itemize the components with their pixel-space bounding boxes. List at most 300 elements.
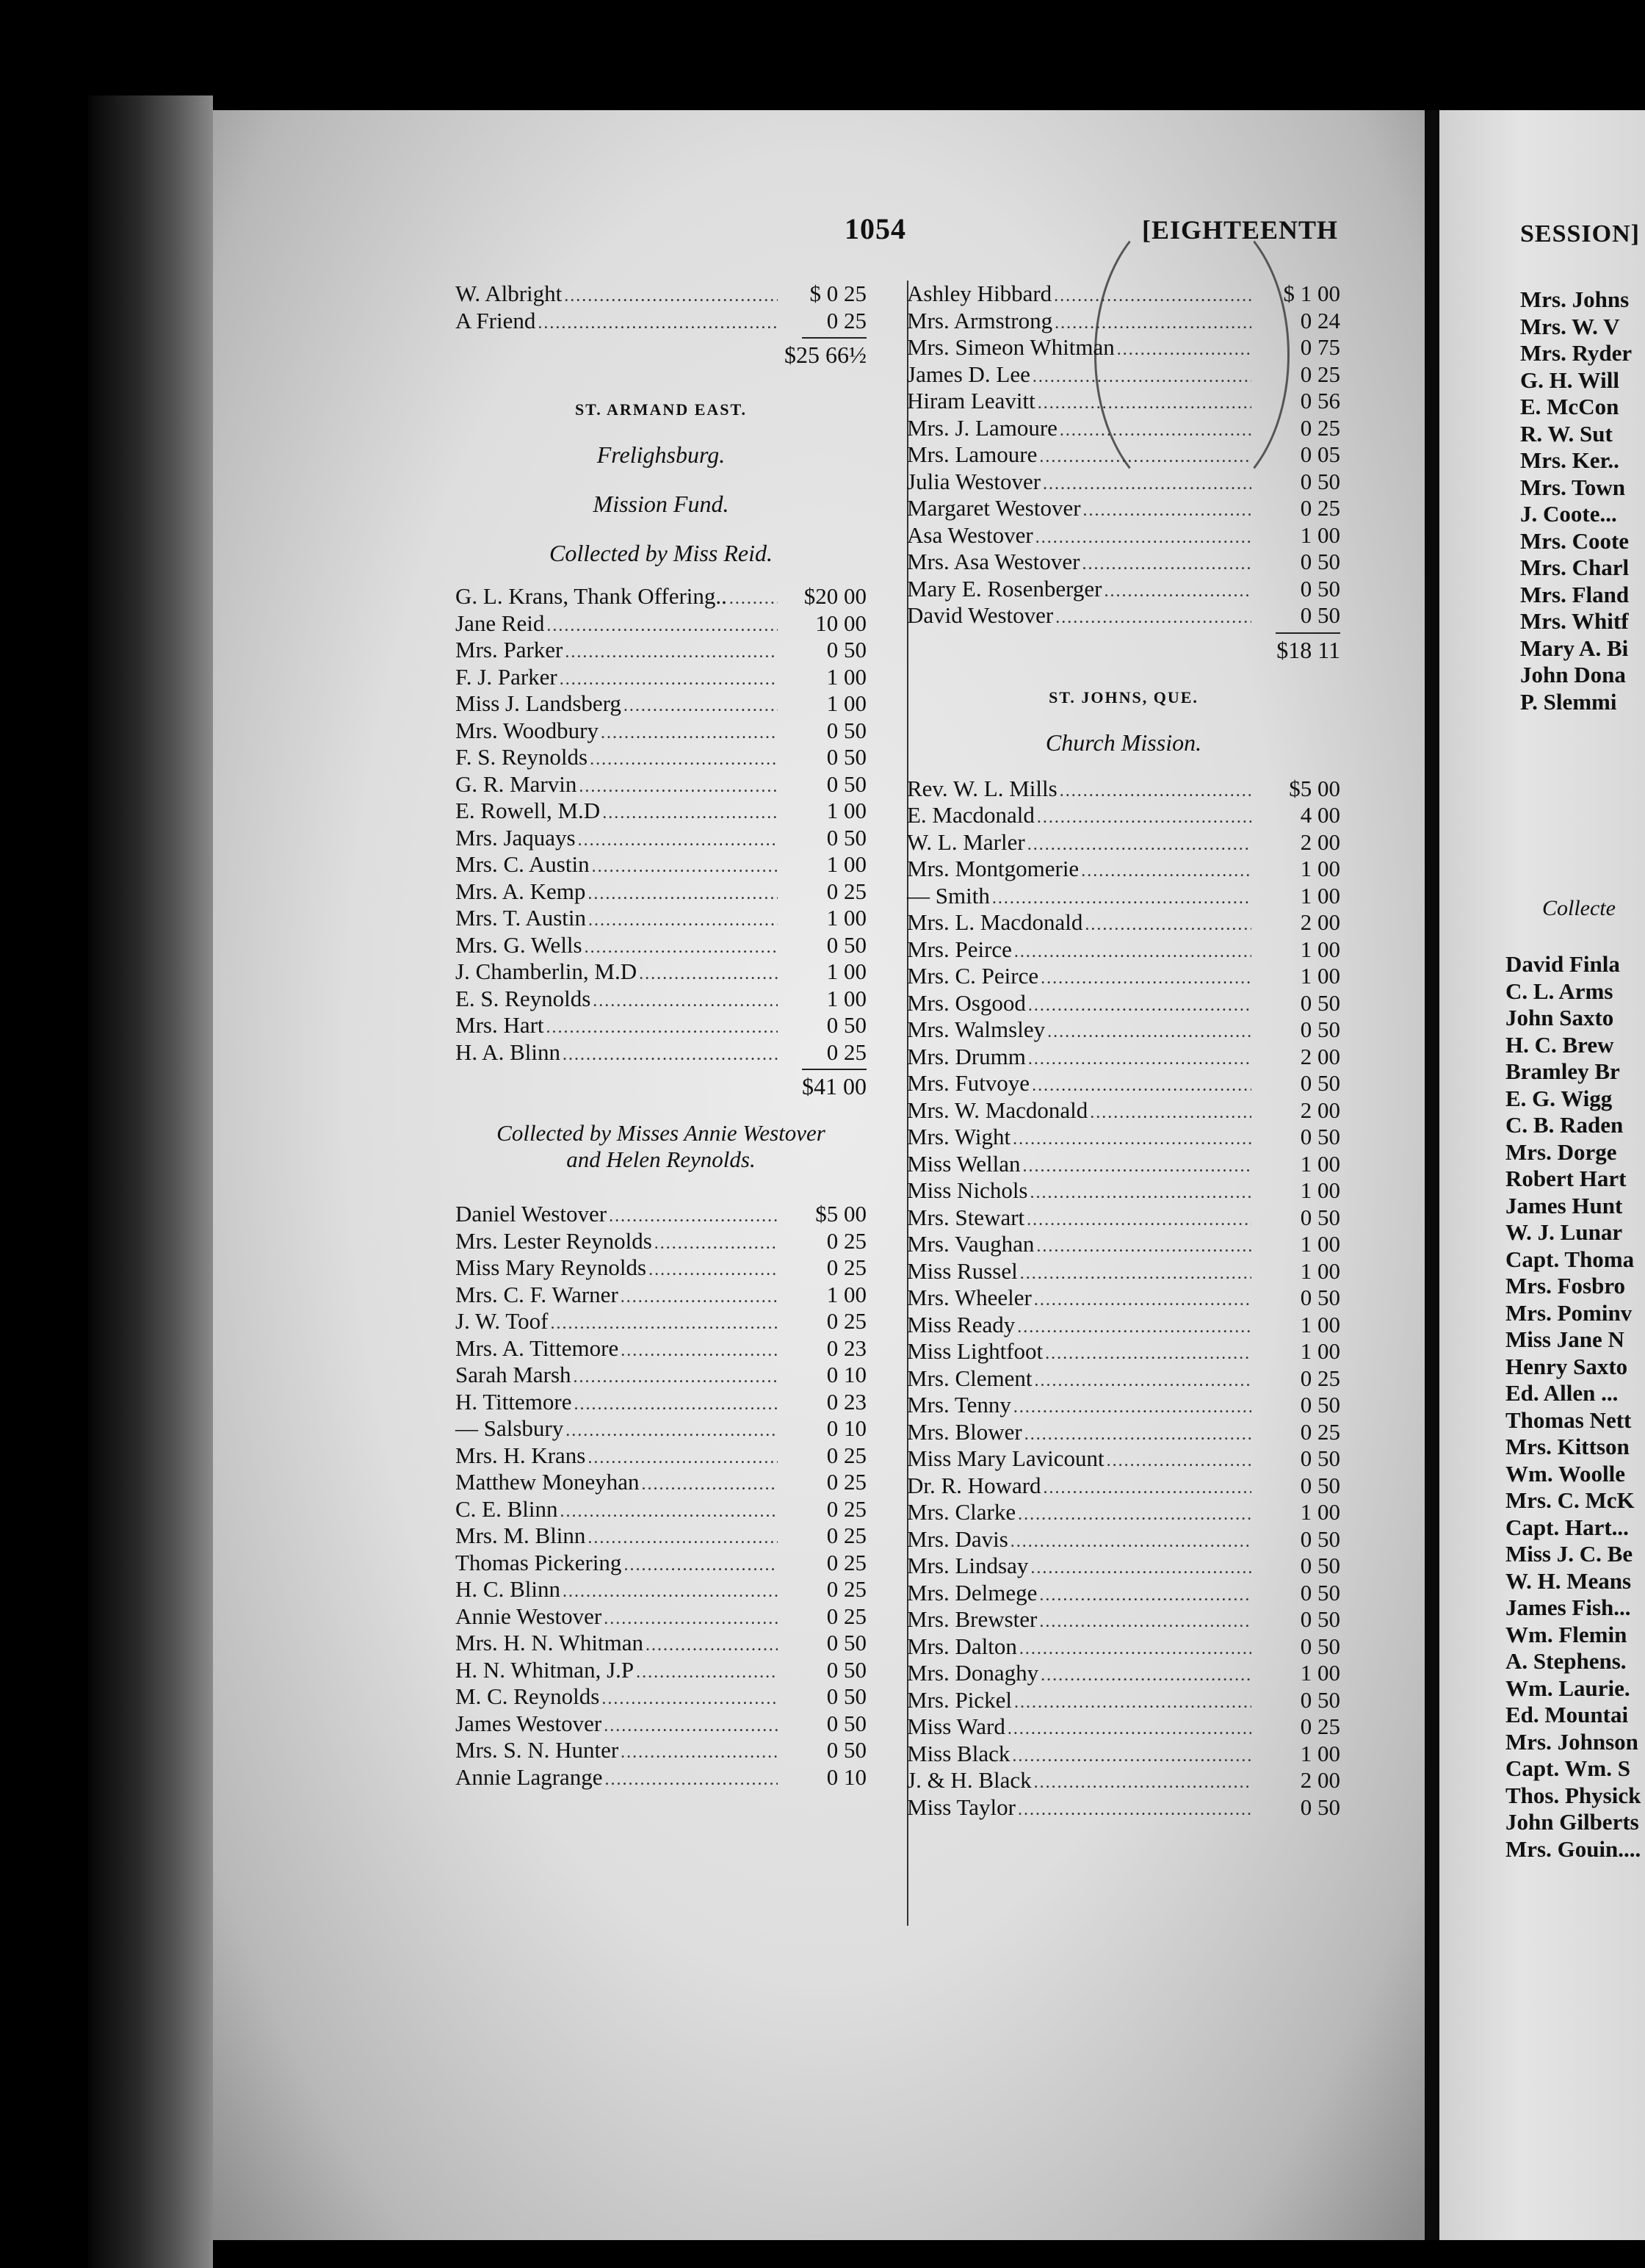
donor-row	[455, 1523, 867, 1550]
donor-name: Annie Westover	[455, 1603, 602, 1629]
dot-leader	[602, 803, 778, 823]
dot-leader	[590, 750, 778, 770]
dot-leader	[1055, 608, 1251, 628]
donor-name: Ed. Mountai	[1505, 1702, 1629, 1727]
donor-name: Capt. Hart...	[1505, 1514, 1629, 1540]
donation-amount: 0 50	[826, 824, 867, 850]
donor-row	[455, 1282, 867, 1309]
donor-row	[455, 610, 867, 638]
collector-heading-line2: and Helen Reynolds.	[566, 1146, 756, 1172]
collector-heading: Collected by Misses Annie Westover	[496, 1120, 825, 1146]
donor-name: Mrs. Vaughan	[907, 1231, 1035, 1257]
dot-leader	[642, 1475, 778, 1495]
donation-amount: 1 00	[1300, 963, 1340, 989]
donor-row	[907, 602, 1340, 629]
donation-amount: 0 50	[826, 931, 867, 958]
donor-name: J. Coote...	[1520, 501, 1617, 527]
donation-amount: 0 50	[1300, 1204, 1340, 1230]
donor-row	[907, 361, 1340, 389]
donor-row	[455, 690, 867, 718]
dot-leader	[729, 589, 778, 609]
dot-leader	[609, 1207, 778, 1227]
donor-name: Rev. W. L. Mills	[907, 775, 1058, 801]
donor-name: Mrs. Charl	[1520, 555, 1630, 580]
donation-amount: 0 25	[1300, 1418, 1340, 1445]
donation-amount: 0 50	[826, 1656, 867, 1683]
donation-amount: 0 25	[826, 1254, 867, 1280]
donor-name: Mrs. H. N. Whitman	[455, 1630, 644, 1655]
donor-name: Mrs. Brewster	[907, 1606, 1038, 1632]
dot-leader	[623, 696, 778, 716]
donor-name: C. B. Raden	[1505, 1112, 1624, 1138]
donor-row	[907, 576, 1340, 603]
donor-row	[455, 878, 867, 906]
dot-leader	[1013, 1130, 1251, 1149]
donor-name: Jane Reid	[455, 610, 545, 636]
dot-leader	[588, 884, 778, 904]
total-line	[455, 342, 867, 374]
dot-leader	[538, 314, 778, 333]
donor-name: Mrs. Dalton	[907, 1633, 1017, 1659]
donation-amount: 1 00	[826, 663, 867, 690]
donor-name: Mrs. Lamoure	[907, 441, 1038, 467]
donation-amount: 0 50	[1300, 549, 1340, 574]
donor-name: Bramley Br	[1505, 1058, 1620, 1084]
donation-amount: 10 00	[815, 610, 867, 636]
donation-amount: 0 50	[826, 637, 867, 662]
donation-amount: 0 50	[1300, 1686, 1340, 1713]
dot-leader	[1010, 1532, 1251, 1552]
donor-row	[907, 1151, 1340, 1178]
donor-name: Mrs. J. Lamoure	[907, 414, 1058, 441]
donor-row	[907, 1205, 1340, 1232]
donation-amount: 0 25	[1300, 495, 1340, 521]
total-rule	[802, 337, 867, 339]
donor-name: Mrs. Johns	[1520, 286, 1630, 312]
donor-name: G. R. Marvin	[455, 770, 577, 797]
donor-name: Mrs. Osgood	[907, 989, 1026, 1016]
dot-leader	[550, 1314, 778, 1334]
donor-name: A Friend	[455, 307, 536, 333]
donor-row	[907, 415, 1340, 442]
donor-row	[907, 856, 1340, 883]
donor-row	[907, 1660, 1340, 1687]
dot-leader	[1054, 286, 1251, 306]
donor-row	[907, 495, 1340, 522]
donor-row	[907, 1124, 1340, 1151]
donor-name: Thomas Pickering	[455, 1549, 622, 1575]
donation-amount: 0 50	[1300, 602, 1340, 628]
donor-row	[907, 1285, 1340, 1312]
donor-name: Wm. Laurie.	[1505, 1675, 1630, 1701]
donor-name: Thos. Physick	[1505, 1782, 1641, 1808]
donor-row	[907, 1365, 1340, 1393]
donation-amount: 0 50	[1300, 1794, 1340, 1820]
donor-row	[907, 1713, 1340, 1741]
donor-row	[907, 334, 1340, 361]
donation-amount: 0 50	[826, 1630, 867, 1655]
donation-amount: 0 50	[826, 770, 867, 797]
donor-row	[907, 909, 1340, 936]
donor-row	[455, 1630, 867, 1657]
donation-amount: 0 50	[1300, 1124, 1340, 1149]
dot-leader	[546, 616, 778, 636]
donation-amount: 0 75	[1300, 334, 1340, 360]
dot-leader	[1117, 340, 1251, 360]
donor-row	[907, 1338, 1340, 1365]
entries-list	[455, 281, 867, 334]
donor-row	[455, 1254, 867, 1282]
dot-leader	[604, 1716, 778, 1736]
dot-leader	[574, 1395, 778, 1415]
donor-row	[907, 308, 1340, 335]
dot-leader	[1039, 1586, 1251, 1606]
donor-name: Daniel Westover	[455, 1201, 607, 1227]
donor-row	[907, 1231, 1340, 1258]
donor-row	[907, 388, 1340, 415]
donor-row	[455, 1603, 867, 1630]
donor-name: John Gilberts	[1505, 1809, 1639, 1835]
donation-amount: 2 00	[1300, 1767, 1340, 1793]
donor-name: Mary E. Rosenberger	[907, 575, 1102, 602]
donation-amount: 1 00	[1300, 856, 1340, 881]
dot-leader	[588, 911, 778, 931]
donor-name: Miss Mary Reynolds	[455, 1254, 647, 1280]
dot-leader	[1039, 1612, 1251, 1632]
donor-name: W. H. Means	[1505, 1567, 1632, 1594]
dot-leader	[588, 1448, 778, 1468]
donor-name: G. H. Will	[1520, 366, 1619, 393]
donor-row	[455, 1012, 867, 1039]
dot-leader	[564, 286, 778, 306]
donor-name: Mrs. Johnson	[1505, 1728, 1638, 1755]
donor-name: Mrs. A. Kemp	[455, 878, 586, 904]
donation-amount: $20 00	[803, 583, 867, 609]
donation-amount: 1 00	[1300, 1338, 1340, 1364]
donor-name: Mrs. Whitf	[1520, 608, 1629, 634]
dot-leader	[639, 964, 778, 984]
donation-amount: 0 50	[1300, 1633, 1340, 1659]
donor-name: Wm. Flemin	[1505, 1621, 1627, 1647]
donor-name: Mrs. Drumm	[907, 1043, 1026, 1069]
dot-leader	[1035, 528, 1251, 548]
donor-name: Robert Hart	[1505, 1166, 1627, 1191]
donor-name: Mrs. W. V	[1520, 313, 1620, 339]
dot-leader	[1018, 1800, 1251, 1820]
donor-name: Mrs. Clement	[907, 1365, 1033, 1391]
donation-amount: 0 50	[1300, 1016, 1340, 1042]
donor-name: Mrs. Clarke	[907, 1499, 1016, 1525]
donor-name: W. J. Lunar	[1505, 1219, 1623, 1245]
donor-name: Mrs. A. Tittemore	[455, 1335, 619, 1361]
donation-amount: 0 24	[1300, 307, 1340, 333]
donor-name: Miss Nichols	[907, 1177, 1028, 1203]
left-page	[213, 110, 1425, 2240]
donor-name: Miss Mary Lavicount	[907, 1445, 1104, 1471]
donor-row	[455, 1469, 867, 1496]
donor-name: David Westover	[907, 602, 1054, 628]
donor-row	[907, 1741, 1340, 1768]
dot-leader	[592, 857, 778, 877]
dot-leader	[1060, 421, 1251, 441]
donation-amount: 0 25	[826, 1469, 867, 1495]
entries-list	[455, 1201, 867, 1791]
donation-amount: 0 23	[826, 1388, 867, 1415]
entries-list	[1520, 286, 1632, 715]
dot-leader	[1027, 1210, 1251, 1230]
donor-row	[455, 1228, 867, 1255]
donation-amount: 0 50	[1300, 1392, 1340, 1418]
donor-row	[907, 936, 1340, 964]
donor-row	[907, 1473, 1340, 1500]
donation-amount: 0 50	[1300, 1445, 1340, 1471]
dot-leader	[605, 1770, 778, 1790]
donor-name: Miss Russel	[907, 1257, 1018, 1284]
dot-leader	[1030, 1183, 1252, 1203]
donor-name: E. McCon	[1520, 394, 1619, 419]
donor-name: E. Macdonald	[907, 802, 1035, 828]
donor-row	[455, 986, 867, 1013]
dot-leader	[546, 1018, 778, 1038]
donor-name: Mrs. Pickel	[907, 1686, 1012, 1713]
donation-amount: 1 00	[826, 1281, 867, 1307]
column-one	[455, 281, 867, 1791]
donor-row	[455, 308, 867, 335]
donor-name: Mrs. Lester Reynolds	[455, 1227, 652, 1254]
dot-leader	[1012, 1747, 1251, 1766]
donor-name: Mrs. Fosbro	[1505, 1273, 1626, 1299]
donor-row	[455, 932, 867, 959]
entries-list	[455, 583, 867, 1066]
donor-name: Mrs. Asa Westover	[907, 549, 1080, 574]
dot-leader	[1085, 915, 1251, 935]
donation-amount: $5 00	[815, 1201, 867, 1227]
total-amount: $18 11	[1276, 636, 1340, 663]
donor-row	[455, 1737, 867, 1764]
donor-name: H. Tittemore	[455, 1388, 572, 1415]
dot-leader	[1041, 969, 1251, 989]
donor-row	[907, 1177, 1340, 1205]
dot-leader	[1107, 1451, 1251, 1471]
dot-leader	[648, 1260, 778, 1280]
entries-list	[907, 281, 1340, 629]
donor-name: Mrs. G. Wells	[455, 931, 582, 958]
donor-row	[907, 1606, 1340, 1633]
dot-leader	[1081, 862, 1251, 881]
donor-name: Mrs. Walmsley	[907, 1016, 1046, 1042]
dot-leader	[1034, 1290, 1251, 1310]
dot-leader	[1032, 1076, 1251, 1096]
donor-row	[907, 522, 1340, 549]
donor-name: Miss Lightfoot	[907, 1338, 1044, 1364]
dot-leader	[1014, 1693, 1251, 1713]
donation-amount: 0 50	[1300, 1070, 1340, 1096]
donor-row	[907, 829, 1340, 856]
book-binding-shadow	[88, 95, 213, 2268]
donor-name: Capt. Wm. S	[1505, 1755, 1630, 1781]
donor-row	[455, 825, 867, 852]
donor-row	[907, 963, 1340, 990]
donor-row	[907, 883, 1340, 910]
town-heading: Frelighsburg.	[596, 441, 726, 468]
donation-amount: 1 00	[1300, 1231, 1340, 1257]
donation-amount: 0 50	[1300, 1553, 1340, 1578]
donor-name: Annie Lagrange	[455, 1763, 603, 1790]
donor-row	[907, 1794, 1340, 1821]
dot-leader	[1039, 447, 1251, 467]
donation-amount: 0 50	[1300, 575, 1340, 602]
donor-name: Julia Westover	[907, 468, 1041, 494]
entries-list	[1505, 951, 1641, 1863]
donor-row	[907, 1445, 1340, 1473]
donor-row	[455, 1039, 867, 1066]
dot-leader	[654, 1234, 778, 1254]
dot-leader	[563, 1582, 778, 1602]
donor-name: Miss J. Landsberg	[455, 690, 621, 716]
donor-name: Miss Ward	[907, 1713, 1005, 1739]
dot-leader	[621, 1743, 778, 1763]
donor-row	[455, 798, 867, 825]
donor-name: Mrs. C. Austin	[455, 851, 590, 877]
dot-leader	[1028, 1050, 1251, 1069]
donation-amount: 1 00	[826, 958, 867, 984]
donor-name: Mrs. C. Peirce	[907, 963, 1039, 989]
donor-row	[455, 744, 867, 771]
donation-amount: 0 25	[826, 1549, 867, 1575]
donor-name: Mrs. Futvoye	[907, 1070, 1030, 1096]
donation-amount: 1 00	[1300, 1257, 1340, 1284]
donation-amount: $5 00	[1289, 775, 1340, 801]
donor-row	[455, 583, 867, 610]
donor-row	[907, 1633, 1340, 1661]
donation-amount: 0 50	[826, 744, 867, 770]
donation-amount: 0 50	[826, 717, 867, 743]
dot-leader	[1037, 808, 1251, 828]
donation-amount: 0 50	[826, 1012, 867, 1038]
donor-name: H. C. Brew	[1505, 1031, 1614, 1058]
donation-amount: 0 25	[826, 1039, 867, 1065]
donation-amount: 0 25	[826, 1603, 867, 1629]
donor-row	[455, 851, 867, 878]
dot-leader	[565, 1421, 778, 1441]
donor-name: Mrs. Fland	[1520, 581, 1630, 607]
donor-name: Miss Ready	[907, 1311, 1016, 1337]
page-gutter	[1425, 110, 1439, 2240]
dot-leader	[560, 670, 778, 690]
dot-leader	[1020, 1264, 1251, 1284]
collector-heading: Collecte	[1542, 896, 1616, 920]
donor-name: A. Stephens.	[1505, 1648, 1627, 1674]
donation-amount: 2 00	[1300, 828, 1340, 855]
donor-row	[455, 1550, 867, 1577]
donor-name: Mrs. Woodbury	[455, 717, 599, 743]
donor-name: Thomas Nett	[1505, 1406, 1632, 1433]
donor-name: Ashley Hibbard	[907, 281, 1052, 306]
donation-amount: 0 23	[826, 1335, 867, 1361]
donor-name: James Westover	[455, 1710, 602, 1736]
dot-leader	[1035, 1371, 1252, 1391]
dot-leader	[578, 831, 778, 850]
donor-name: Mrs. Wheeler	[907, 1285, 1032, 1310]
dot-leader	[1008, 1719, 1251, 1739]
donor-name: James D. Lee	[907, 361, 1030, 387]
dot-leader	[1082, 555, 1251, 574]
donation-amount: 0 56	[1300, 388, 1340, 413]
dot-leader	[560, 1502, 778, 1522]
donation-amount: 0 25	[1300, 414, 1340, 441]
donor-name: Mrs. Coote	[1520, 527, 1630, 554]
donor-name: Wm. Woolle	[1505, 1460, 1626, 1487]
donor-name: E. S. Reynolds	[455, 985, 591, 1011]
donor-name: Mrs. Kittson	[1505, 1434, 1630, 1459]
donation-amount: 0 50	[1300, 1285, 1340, 1310]
donation-amount: 0 25	[826, 307, 867, 333]
donor-name: Matthew Moneyhan	[455, 1469, 640, 1495]
dot-leader	[563, 1045, 778, 1065]
donation-amount: 1 00	[1300, 1660, 1340, 1686]
donor-row	[907, 1767, 1340, 1794]
donor-name: Mrs. C. McK	[1505, 1487, 1635, 1513]
donor-name: Mrs. S. N. Hunter	[455, 1737, 619, 1763]
donation-amount: 1 00	[826, 985, 867, 1011]
total-line	[907, 637, 1340, 669]
donor-name: Mrs. H. Krans	[455, 1442, 586, 1468]
donor-name: G. L. Krans, Thank Offering..	[455, 583, 727, 609]
donor-row	[907, 441, 1340, 469]
donor-name: C. L. Arms	[1505, 978, 1613, 1004]
donor-name: Miss Taylor	[907, 1794, 1016, 1820]
donor-row	[455, 1496, 867, 1523]
donation-amount: 1 00	[826, 851, 867, 877]
donor-row	[907, 802, 1340, 829]
donor-name: Mrs. Delmege	[907, 1579, 1038, 1606]
donor-row	[455, 637, 867, 664]
donor-name: John Dona	[1520, 662, 1626, 687]
dot-leader	[1030, 1559, 1251, 1578]
donor-name: Mrs. Ker..	[1520, 447, 1619, 473]
donation-amount: 0 50	[1300, 1472, 1340, 1498]
donation-amount: 2 00	[1300, 909, 1340, 935]
dot-leader	[601, 723, 778, 743]
donor-name: — Salsbury	[455, 1415, 564, 1441]
donor-row	[907, 990, 1340, 1017]
donor-name: M. C. Reynolds	[455, 1683, 600, 1709]
donor-name: Mrs. Montgomerie	[907, 856, 1080, 881]
donation-amount: $ 1 00	[1283, 281, 1340, 306]
dot-leader	[604, 1609, 778, 1629]
donor-row	[455, 1683, 867, 1711]
dot-leader	[1104, 582, 1251, 602]
donor-name: W. L. Marler	[907, 828, 1025, 855]
dot-leader	[646, 1636, 778, 1655]
dot-leader	[1028, 996, 1251, 1016]
dot-leader	[621, 1341, 778, 1361]
donation-amount: 0 50	[826, 1710, 867, 1736]
total-line	[455, 1073, 867, 1105]
donor-name: Miss Black	[907, 1740, 1010, 1766]
dot-leader	[1018, 1505, 1251, 1525]
donor-name: Miss J. C. Be	[1505, 1541, 1633, 1567]
donor-name: Mrs. Pominv	[1505, 1299, 1633, 1326]
running-title-right: SESSION]	[1520, 220, 1640, 248]
donor-name: Mrs. Lindsay	[907, 1553, 1029, 1578]
dot-leader	[1043, 474, 1251, 494]
donor-row	[455, 1442, 867, 1470]
donor-row	[907, 1097, 1340, 1124]
donor-name: Mrs. L. Macdonald	[907, 909, 1083, 935]
donor-row	[455, 1764, 867, 1791]
dot-leader	[1017, 1318, 1251, 1337]
